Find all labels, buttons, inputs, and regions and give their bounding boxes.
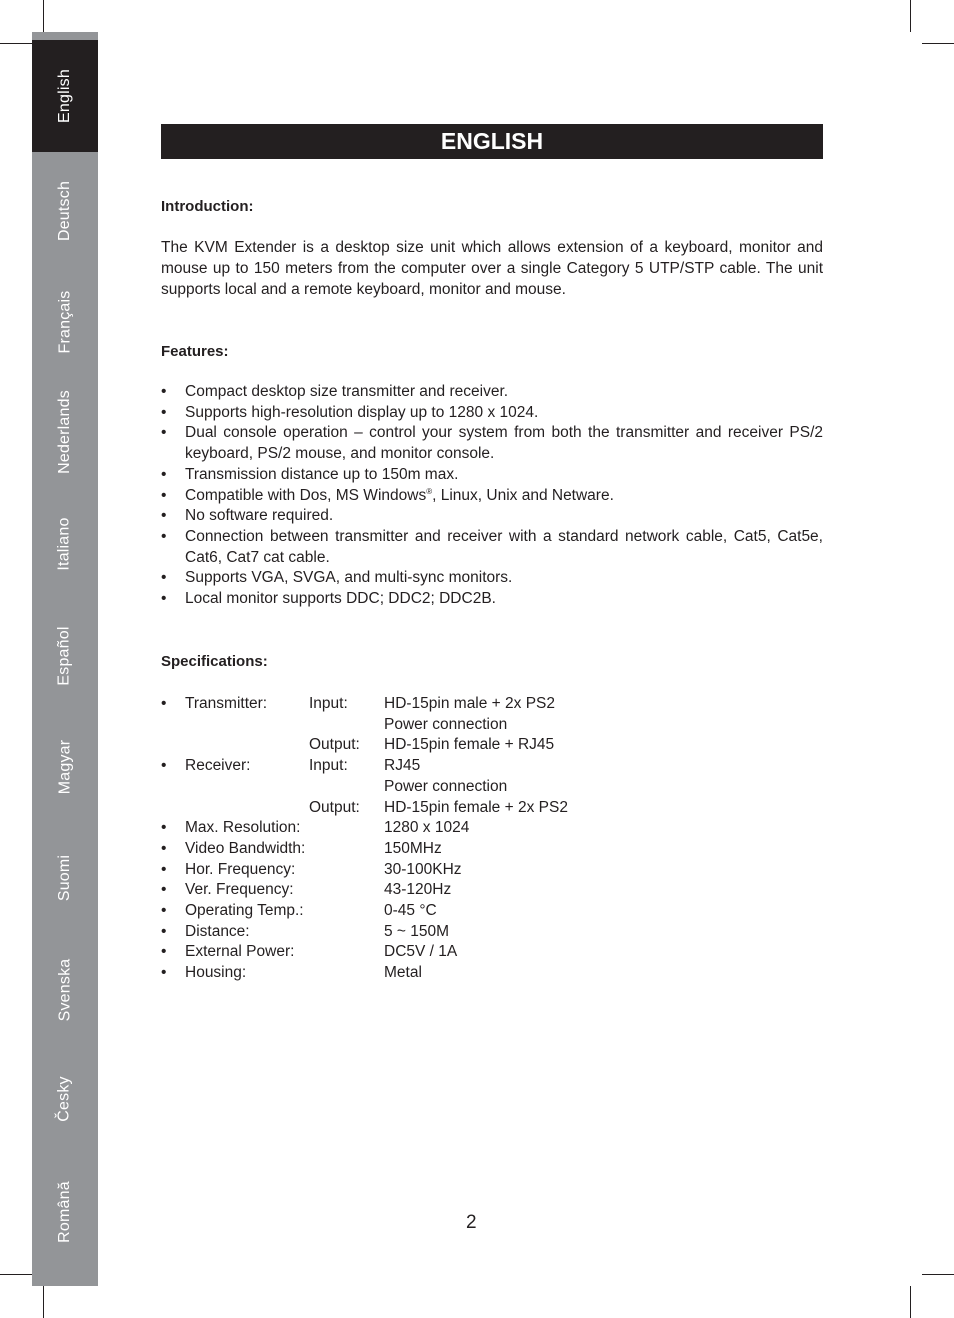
spec-label: Operating Temp.: (185, 902, 304, 920)
tab-label: Magyar (56, 739, 73, 795)
feature-text: Local monitor supports DDC; DDC2; DDC2B. (185, 590, 496, 608)
page-number: 2 (466, 1212, 477, 1233)
spec-io-label: Output: (309, 798, 360, 816)
spec-value: 5 ~ 150M (384, 922, 450, 940)
language-sidebar (32, 32, 98, 1286)
tab-nederlands[interactable] (32, 376, 98, 488)
spec-label: External Power: (185, 943, 295, 961)
specifications-table (161, 694, 568, 984)
bullet: • (161, 383, 167, 400)
table-row (161, 942, 568, 963)
bullet: • (161, 819, 167, 837)
list-item (161, 465, 823, 486)
tab-espanol[interactable] (32, 600, 98, 712)
table-row (161, 715, 568, 736)
bullet: • (161, 465, 167, 483)
tab-label: Français (55, 290, 73, 354)
spec-value: RJ45 (384, 757, 421, 775)
spec-value: 1280 x 1024 (384, 819, 470, 837)
tab-label: English (55, 69, 73, 123)
crop-mark (910, 0, 911, 32)
spec-label: Transmitter: (185, 695, 268, 712)
bullet: • (161, 590, 167, 608)
bullet: • (161, 695, 167, 712)
registered-mark: ® (426, 486, 433, 496)
tab-romana[interactable] (32, 1156, 98, 1268)
spec-value: 30-100KHz (384, 860, 462, 878)
list-item (161, 527, 823, 568)
spec-io-label: Output: (309, 736, 360, 754)
spec-label: Hor. Frequency: (185, 860, 296, 878)
spec-value: HD-15pin male + 2x PS2 (384, 695, 556, 712)
table-row (161, 922, 568, 943)
features-list (161, 382, 823, 610)
table-row (161, 694, 568, 715)
crop-mark (0, 1274, 32, 1275)
crop-mark (910, 1286, 911, 1318)
manual-page-content (161, 124, 823, 982)
spec-value: 0-45 °C (384, 902, 437, 920)
bullet: • (161, 403, 167, 421)
tab-label: Česky (55, 1076, 73, 1122)
bullet: • (161, 860, 167, 878)
bullet: • (161, 922, 167, 940)
tab-suomi[interactable] (32, 822, 98, 934)
feature-text: Compact desktop size transmitter and receiver. (185, 383, 509, 400)
list-item (161, 568, 823, 589)
table-row (161, 735, 568, 756)
introduction-heading: Introduction: (161, 198, 254, 215)
spec-label: Max. Resolution: (185, 819, 301, 837)
features-heading: Features: (161, 343, 229, 360)
specifications-heading: Specifications: (161, 653, 268, 670)
table-row (161, 839, 568, 860)
list-item (161, 423, 823, 464)
spec-value: Metal (384, 964, 422, 982)
introduction-text: The KVM Extender is a desktop size unit which allows extension of a keyboard, monitor and mouse up to 150 meters from the computer over a single Category 5 UTP/STP cable. The unit supports local and a remote keyboard, monitor and mouse. (161, 239, 823, 298)
tab-label: Română (56, 1181, 73, 1243)
bullet: • (161, 507, 167, 525)
crop-mark (43, 1286, 44, 1318)
feature-text-suffix: , Linux, Unix and Netware. (432, 486, 614, 504)
spec-label: Housing: (185, 964, 247, 982)
tab-magyar[interactable] (32, 711, 98, 823)
table-row (161, 880, 568, 901)
tab-english[interactable] (32, 40, 98, 152)
spec-label: Receiver: (185, 757, 251, 775)
tab-label: Suomi (55, 854, 73, 902)
spec-value: HD-15pin female + 2x PS2 (384, 798, 568, 816)
list-item (161, 403, 823, 424)
crop-mark (922, 1274, 954, 1275)
spec-value: DC5V / 1A (384, 943, 458, 961)
crop-mark (43, 0, 44, 32)
spec-value: Power connection (384, 715, 508, 733)
tab-deutsch[interactable] (32, 155, 98, 267)
spec-io-label: Input: (309, 757, 348, 775)
feature-text: No software required. (185, 507, 334, 525)
tab-label: Svenska (56, 958, 73, 1022)
crop-mark (922, 43, 954, 44)
list-item (161, 589, 823, 610)
feature-text: Supports high-resolution display up to 1280 x 1024. (185, 403, 539, 421)
list-item (161, 382, 823, 403)
spec-value: HD-15pin female + RJ45 (384, 736, 555, 754)
crop-mark (0, 43, 32, 44)
bullet: • (161, 569, 167, 587)
spec-label: Distance: (185, 922, 250, 940)
tab-svenska[interactable] (32, 934, 98, 1046)
spec-label: Ver. Frequency: (185, 881, 294, 899)
bullet: • (161, 902, 167, 920)
tab-label: Nederlands (56, 390, 74, 474)
bullet: • (161, 486, 167, 504)
table-row (161, 860, 568, 881)
table-row (161, 798, 568, 819)
bullet: • (161, 527, 167, 545)
page-title: ENGLISH (161, 124, 823, 159)
spec-value: Power connection (384, 777, 508, 795)
feature-text: Supports VGA, SVGA, and multi-sync monitors. (185, 569, 513, 587)
feature-text: Compatible with Dos, MS Windows (185, 486, 427, 504)
feature-text: Connection between transmitter and receiver with a standard network cable, Cat5, Cat5e, Cat6, Cat7 cat cable. (185, 527, 823, 566)
bullet: • (161, 881, 167, 899)
list-item (161, 486, 823, 507)
bullet: • (161, 424, 167, 442)
tab-label: Italiano (55, 517, 73, 571)
spec-value: 150MHz (384, 839, 442, 857)
spec-io-label: Input: (309, 695, 348, 712)
table-row (161, 818, 568, 839)
table-row (161, 901, 568, 922)
tab-label: Deutsch (55, 180, 73, 242)
table-row (161, 777, 568, 798)
spec-value: 43-120Hz (384, 881, 452, 899)
bullet: • (161, 943, 167, 961)
feature-text: Dual console operation – control your system from both the transmitter and receiver PS/2 keyboard, PS/2 mouse, and monitor console. (185, 424, 823, 463)
feature-text: Transmission distance up to 150m max. (185, 465, 459, 483)
table-row (161, 756, 568, 777)
tab-francais[interactable] (32, 266, 98, 378)
tab-label: Español (55, 626, 73, 686)
list-item (161, 506, 823, 527)
tab-italiano[interactable] (32, 488, 98, 600)
bullet: • (161, 839, 167, 857)
table-row (161, 963, 568, 984)
bullet: • (161, 757, 167, 775)
tab-cesky[interactable] (32, 1043, 98, 1155)
spec-label: Video Bandwidth: (185, 839, 306, 857)
bullet: • (161, 964, 167, 982)
